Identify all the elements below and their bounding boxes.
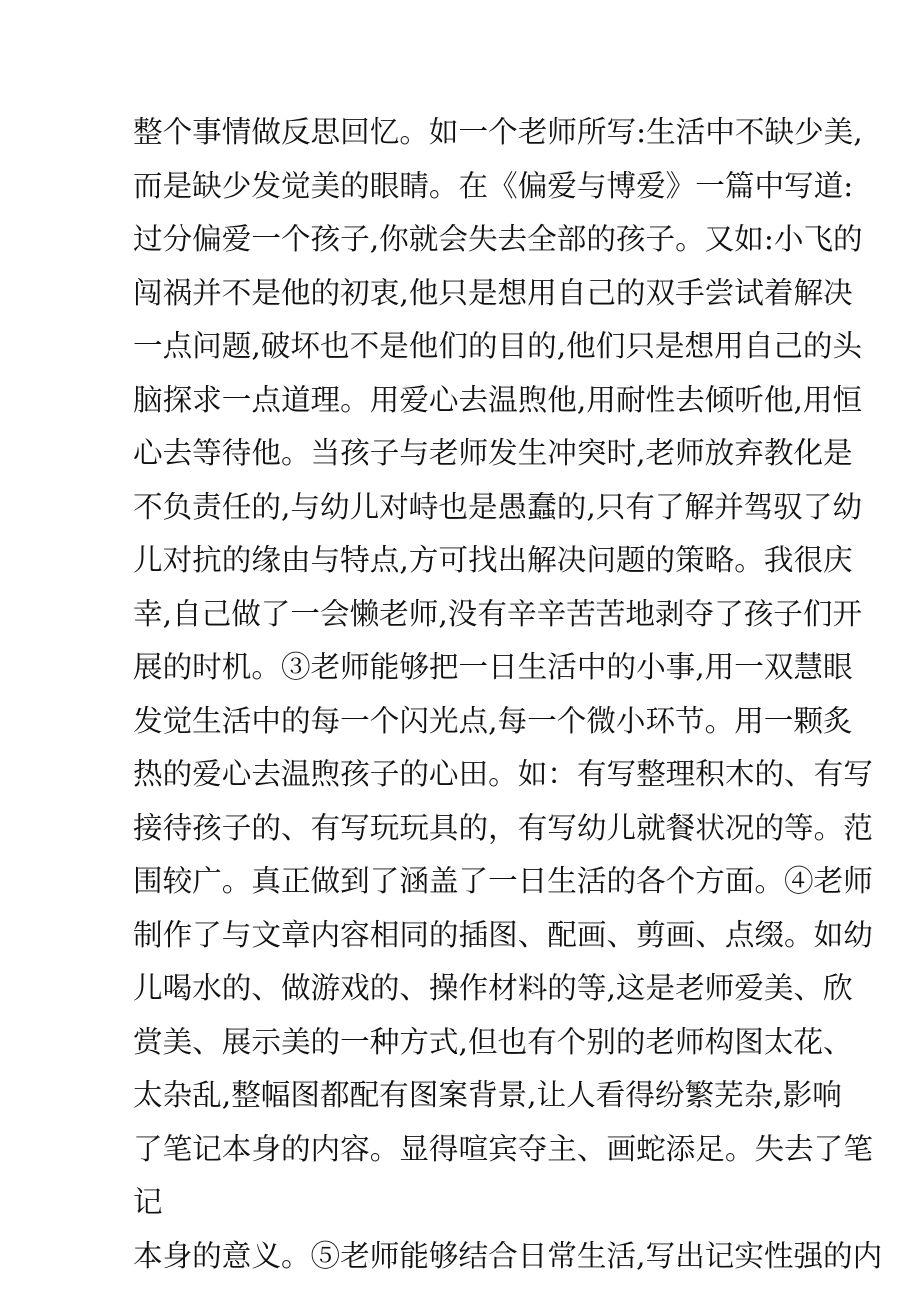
text-line: 过分偏爱一个孩子,你就会失去全部的孩子。又如:小飞的 <box>133 222 863 256</box>
text-line: 展的时机。③老师能够把一日生活中的小事,用一双慧眼 <box>133 650 853 684</box>
text-line: 不负责任的,与幼儿对峙也是愚蠢的,只有了解并驾驭了幼 <box>133 489 863 524</box>
text-line: 儿对抗的缘由与特点,方可找出解决问题的策略。我很庆 <box>133 543 853 577</box>
text-line: 整个事情做反思回忆。如一个老师所写:生活中不缺少美, <box>133 115 863 149</box>
text-line: 赏美、展示美的一种方式,但也有个别的老师构图太花、 <box>133 1024 853 1059</box>
text-line: 心去等待他。当孩子与老师发生冲突时,老师放弃教化是 <box>133 436 853 470</box>
text-line: 制作了与文章内容相同的插图、配画、剪画、点缀。如幼 <box>133 917 873 952</box>
text-line: 接待孩子的、有写玩玩具的，有写幼儿就餐状况的等。范 <box>133 810 873 845</box>
text-line: 幸,自己做了一会懒老师,没有辛辛苦苦地剥夺了孩子们开 <box>133 596 863 631</box>
text-line: 脑探求一点道理。用爱心去温煦他,用耐性去倾听他,用恒 <box>133 382 863 417</box>
text-line: 太杂乱,整幅图都配有图案背景,让人看得纷繁芜杂,影响 <box>133 1078 842 1112</box>
text-line: 闯祸并不是他的初衷,他只是想用自己的双手尝试着解决 <box>133 275 853 310</box>
body-text <box>133 106 883 1283</box>
text-line: 发觉生活中的每一个闪光点,每一个微小环节。用一颗炙 <box>133 703 853 738</box>
text-line: 了笔记本身的内容。显得喧宾夺主、画蛇添足。失去了笔 <box>133 1131 873 1166</box>
text-line: 本身的意义。⑤老师能够结合日常生活,写出记实性强的内 <box>133 1238 883 1273</box>
text-line: 儿喝水的、做游戏的、操作材料的等,这是老师爱美、欣 <box>133 971 853 1005</box>
text-line: 记 <box>133 1185 163 1219</box>
text-line: 而是缺少发觉美的眼睛。在《偏爱与博爱》一篇中写道: <box>133 168 854 203</box>
text-line: 热的爱心去温煦孩子的心田。如：有写整理积木的、有写 <box>133 757 873 791</box>
text-line: 围较广。真正做到了涵盖了一日生活的各个方面。④老师 <box>133 864 873 898</box>
text-line: 一点问题,破坏也不是他们的目的,他们只是想用自己的头 <box>133 329 863 363</box>
